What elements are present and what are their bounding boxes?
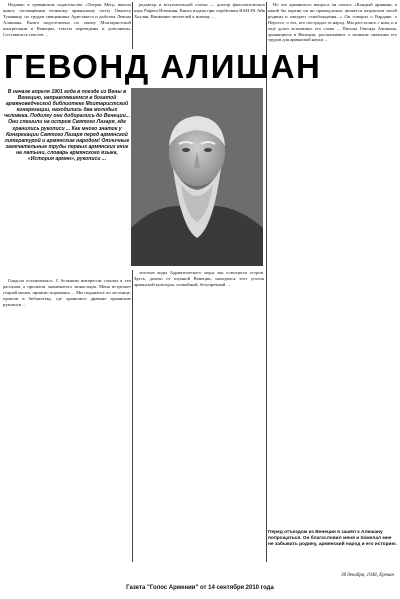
lead-paragraph: В начале апреля 1901 года в поезде из Вены в Венецию, направлявшемся в богатой армяноведческой библиотеке Мхитаристской конгрегации, находились два молодых человека. Подолгу они добирались до Венеции... Они спешили на остров Святого Лазаря, где хранились рукописи ... Как много знаток у Конгрегации Святого Лазаря перед армянской литературой и армянским народом! Отличные замечательные труды первых армянских книг на латыни, словарь армянского языка, «История армян», рукописи ... [4,89,130,163]
column-divider [132,2,133,49]
source-footer: Газета "Голос Армении" от 14 сентября 2010 года [126,585,274,591]
left-paragraph: Гондола остановилась. С большим интересом слушал я эти рассказы о прошлом знаменитого монастыря. Меня встречает старый монах, приятно поражаясь ... Мы поднялись по лестнице, прошли в библиотеку, где хранились древние армянские рукописи ... [3,278,131,307]
article-column-middle [134,270,264,562]
intro-paragraph-middle: редактор и вступительной статьи — доктор филологических наук Рафаэл Ишханян. Книга издана при содействии НАН РА Айк Хохлян. Внимание читателей к новому ... [134,2,265,19]
right-paragraph: Но что армянского вопроса он сказал: «Каждый армянин, к какой бы партии он ни принадлежал, является патриотом своей родины и ожидает освобождения...» Он говорил о Вардане, о Нерсесе, о тех, кто пострадал за народ. Мы расстались с ним, и я ещё долго вспоминал его слова ... Письма Гевонда Алишана, хранящиеся в Венеции, рассказывают о великом значении его трудов для армянской науки ... [268,2,397,43]
closing-paragraph: Перед отъездом из Венеции я зашёл к Алишану попрощаться. Он благословил меня и пожелал мне не забывать родину, армянский народ и его историю. [268,530,397,547]
intro-column-middle [134,2,265,49]
column-divider [266,2,267,562]
article-right-column [268,2,397,562]
date-signature: 30 декабря, 1948, Ереван [341,573,394,578]
column-divider [132,270,133,562]
portrait-illustration [131,88,263,266]
article-column-left [3,278,131,562]
portrait-photo [131,88,263,266]
intro-paragraph-left: Недавно в ереванском издательстве «Тигран Мец» вышла книга, посвящённая великому армянскому поэту Ованесу Туманяну, по трудам священника Аристакеса и работам Левона Алишана. Книга подготовлена по заказу Мхитаристской конгрегации в Венеции, тексты переведены и дополнены. Составитель текстов ... [3,2,131,37]
intro-column-left [3,2,131,49]
middle-paragraph: золотые воды Адриатического моря, мы осмотрели остров. Здесь, далеко от шумной Венеции, находился этот уголок армянской культуры, спокойный, безупречный ... [134,270,264,287]
headline: ГЕВОНД АЛИШАН [4,48,322,85]
